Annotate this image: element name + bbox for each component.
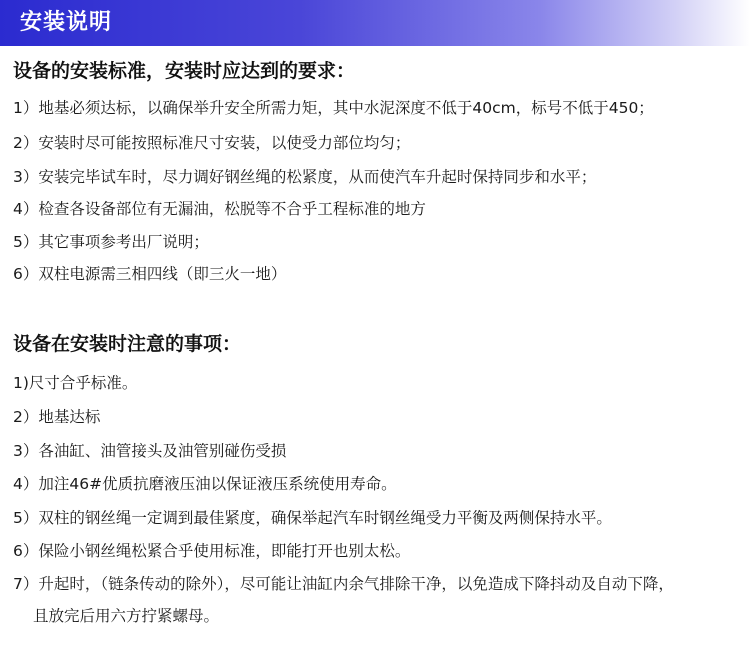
list-item [13, 406, 100, 428]
item-text: 双柱的钢丝绳一定调到最佳紧度，确保举起汽车时钢丝绳受力平衡及两侧保持水平。 [38, 509, 612, 527]
item-text: 各油缸、油管接头及油管别碰伤受损 [38, 442, 287, 460]
list-item [13, 573, 674, 595]
item-number: 2） [13, 134, 39, 152]
item-number: 6） [13, 542, 39, 560]
list-item-continuation: 且放完后用六方拧紧螺母。 [33, 607, 220, 625]
section-heading-install-standard: 设备的安装标准，安装时应达到的要求： [13, 60, 356, 82]
item-text: 双柱电源需三相四线（即三火一地） [38, 265, 287, 283]
item-number: 4） [13, 200, 39, 218]
item-number: 5） [13, 509, 39, 527]
list-item [13, 440, 286, 462]
item-number: 5） [13, 233, 39, 251]
list-item [13, 473, 397, 495]
item-text: 检查各设备部位有无漏油，松脱等不合乎工程标准的地方 [38, 200, 426, 218]
item-text: 安装时尽可能按照标准尺寸安装，以使受力部位均匀； [38, 134, 411, 152]
item-number: 1) [13, 374, 29, 392]
list-item [13, 231, 209, 253]
item-text: 尺寸合乎标准。 [28, 374, 138, 392]
item-number: 3） [13, 168, 39, 186]
item-number: 3） [13, 442, 39, 460]
list-item [13, 507, 612, 529]
list-item [13, 198, 426, 220]
list-item [13, 166, 596, 188]
list-item [13, 97, 654, 119]
item-number: 7） [13, 575, 39, 593]
section-heading-install-notes: 设备在安装时注意的事项： [13, 333, 242, 355]
item-text: 地基必须达标，以确保举升安全所需力矩，其中水泥深度不低于40cm，标号不低于450； [38, 99, 654, 117]
item-text: 加注46#优质抗磨液压油以保证液压系统使用寿命。 [38, 475, 397, 493]
item-number: 6） [13, 265, 39, 283]
list-item [13, 132, 410, 154]
list-item [13, 263, 286, 285]
item-number: 4） [13, 475, 39, 493]
item-number: 1） [13, 99, 39, 117]
list-item [13, 372, 137, 394]
item-text: 保险小钢丝绳松紧合乎使用标准，即能打开也别太松。 [38, 542, 411, 560]
page-title: 安装说明 [20, 10, 113, 35]
list-item [13, 540, 410, 562]
item-text: 升起时，（链条传动的除外），尽可能让油缸内余气排除干净，以免造成下降抖动及自动下降， [38, 575, 674, 593]
header-bar [0, 0, 750, 46]
item-text: 其它事项参考出厂说明； [38, 233, 209, 251]
item-number: 2） [13, 408, 39, 426]
item-text: 地基达标 [38, 408, 101, 426]
item-text: 安装完毕试车时，尽力调好钢丝绳的松紧度，从而使汽车升起时保持同步和水平； [38, 168, 597, 186]
